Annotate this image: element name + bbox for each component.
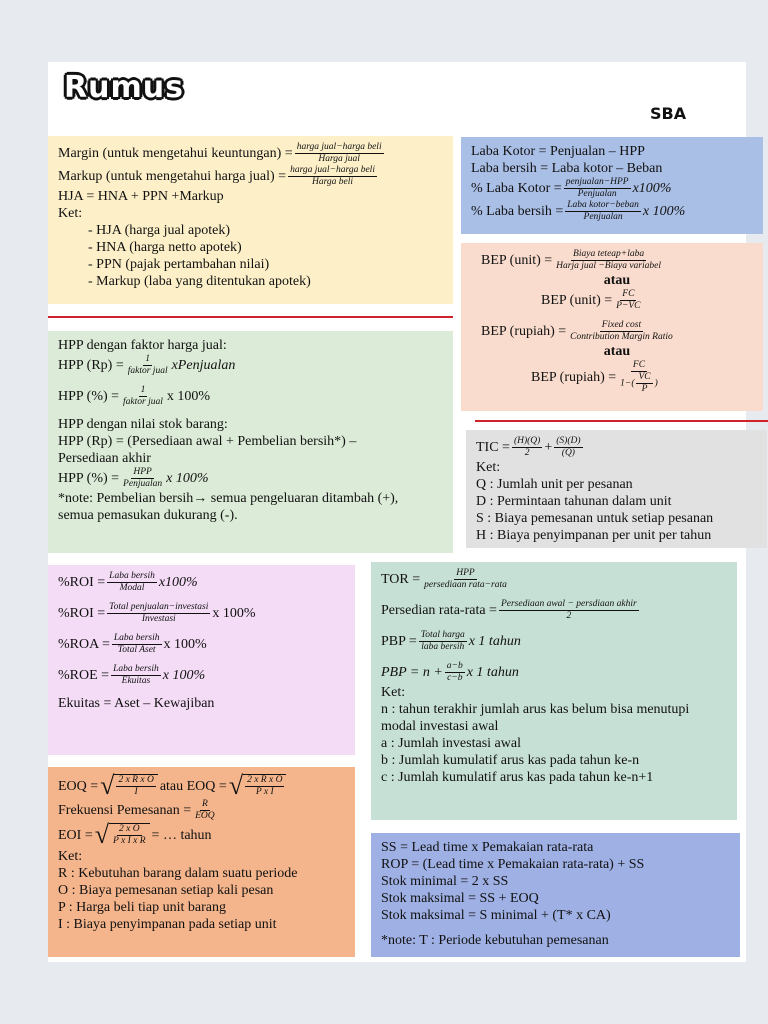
roi-formula-2	[58, 602, 345, 625]
bep-rupiah-label: BEP (rupiah) =	[481, 324, 567, 339]
roa-tail: x 100%	[163, 637, 207, 652]
hpp-heading-1: HPP dengan faktor harga jual:	[58, 338, 227, 353]
laba-kotor-tail: x100%	[632, 181, 672, 196]
margin-label: Margin (untuk mengetahui keuntungan) =	[58, 146, 293, 161]
roa-formula	[58, 633, 345, 656]
pbp-numerator-2: a−b	[446, 661, 463, 671]
sqrt-icon: √	[228, 771, 244, 800]
roe-label: %ROE =	[58, 668, 110, 683]
bep-box	[461, 243, 763, 411]
tic-plus: +	[544, 440, 553, 455]
eoq-denominator-1: I	[134, 787, 138, 797]
pbp-denominator-2: c−b	[447, 673, 463, 683]
eoi-tail: = … tahun	[151, 827, 212, 843]
frekuensi-formula	[58, 799, 345, 822]
bep-unit-denominator: Harja jual −Biaya variabel	[556, 261, 661, 271]
hpp-percent-tail: x 100%	[166, 389, 211, 404]
roa-fraction	[112, 633, 162, 656]
eoi-denominator: P x I x R	[113, 836, 146, 846]
tic-a-denominator: 2	[524, 448, 530, 458]
margin-ket-list	[58, 222, 443, 290]
eoq-box	[48, 767, 355, 957]
hpp-percent-formula-2	[58, 467, 443, 490]
page-title: Rumus	[64, 70, 184, 105]
laba-bersih-fraction	[565, 200, 641, 223]
hpp-box	[48, 331, 453, 553]
stok-maksimal-line-2: Stok maksimal = S minimal + (T* x CA)	[381, 908, 611, 923]
bep-unit-numerator: Biaya teteap+laba	[573, 249, 645, 259]
hpp-rp-fraction	[126, 354, 170, 377]
eoi-fraction	[111, 824, 148, 847]
list-item: H : Biaya penyimpanan per unit per tahun	[476, 528, 712, 543]
laba-bersih-line: Laba bersih = Laba kotor – Beban	[471, 161, 663, 176]
roi-denominator-1: Modal	[119, 583, 145, 593]
roi-numerator-2: Total penjualan−investasi	[109, 602, 209, 612]
laba-bersih-percent-label: % Laba bersih =	[471, 204, 564, 219]
eoq-denominator-2: P x I	[255, 787, 274, 797]
bep-atau-2: atau	[603, 344, 631, 359]
markup-denominator: Harga beli	[311, 177, 354, 187]
roi-denominator-2: Investasi	[141, 614, 176, 624]
list-item: P : Harga beli tiap unit barang	[58, 900, 226, 915]
hpp-percent-tail-2: x 100%	[166, 471, 209, 486]
list-item: Q : Jumlah unit per pesanan	[476, 477, 633, 492]
tor-ket: Ket:	[381, 685, 406, 700]
tic-fraction-a	[512, 436, 542, 459]
pbp-tail-1: x 1 tahun	[468, 634, 521, 649]
tor-fraction	[422, 568, 509, 591]
roe-tail: x 100%	[162, 668, 206, 683]
hpp-percent-fraction	[121, 385, 165, 408]
tic-ket: Ket:	[476, 460, 501, 475]
sqrt-icon: √	[94, 820, 110, 849]
hpp-heading-2: HPP dengan nilai stok barang:	[58, 417, 228, 432]
roi-box	[48, 565, 355, 755]
tor-pbp-box	[371, 562, 737, 820]
roi-label-2: %ROI =	[58, 606, 106, 621]
markup-formula	[58, 165, 443, 188]
bep-unit-numerator-2: FC	[622, 289, 635, 299]
persediaan-numerator: Persediaan awal − persdiaan akhir	[500, 599, 637, 609]
bep-unit-formula-2	[481, 289, 753, 312]
p-denominator: P	[641, 384, 648, 394]
bep-unit-fraction-2	[614, 289, 642, 312]
hpp-percent-denominator-2: Penjualan	[123, 479, 163, 489]
pbp-formula-2	[381, 661, 727, 684]
bep-rupiah-formula-1	[481, 320, 753, 343]
bep-rupiah-denominator-2	[618, 372, 660, 395]
persediaan-denominator: 2	[566, 611, 572, 621]
list-item: a : Jumlah investasi awal	[381, 736, 521, 751]
list-item: S : Biaya pemesanan untuk setiap pesanan	[476, 511, 714, 526]
tic-b-numerator: (S)(D)	[556, 436, 581, 446]
roi-formula-1	[58, 571, 345, 594]
persediaan-label: Persedian rata-rata =	[381, 603, 497, 618]
markup-numerator: harga jual−harga beli	[290, 165, 375, 175]
pbp-tail-2: x 1 tahun	[466, 665, 519, 680]
hpp-rp-tail: xPenjualan	[171, 358, 236, 373]
pbp-fraction-1	[419, 630, 467, 653]
tic-b-denominator: (Q)	[561, 448, 575, 458]
laba-kotor-denominator: Penjualan	[577, 189, 617, 199]
eoi-label: EOI =	[58, 827, 93, 843]
hpp-note-1: *note: Pembelian bersih→ semua pengeluaran ditambah (+),	[58, 491, 399, 506]
roi-fraction-2	[107, 602, 210, 625]
eoq-ket: Ket:	[58, 849, 83, 864]
eoq-sqrt-2	[229, 773, 287, 799]
laba-kotor-numerator: penjualan−HPP	[565, 177, 629, 187]
list-item: I : Biaya penyimpanan pada setiap unit	[58, 917, 277, 932]
roe-formula	[58, 664, 345, 687]
hpp-percent-label: HPP (%) =	[58, 389, 120, 404]
list-item: c : Jumlah kumulatif arus kas pada tahun ke-n+1	[381, 770, 654, 785]
eoq-fraction-2	[245, 775, 284, 798]
hpp-rp-numerator: 1	[145, 354, 151, 364]
bep-unit-denominator-2: P−VC	[616, 301, 641, 311]
vc-p-fraction	[636, 372, 652, 395]
tic-label: TIC =	[476, 440, 510, 455]
bep-unit-label: BEP (unit) =	[481, 253, 553, 268]
eoq-atau: atau EOQ =	[159, 778, 227, 794]
list-item: b : Jumlah kumulatif arus kas pada tahun ke-n	[381, 753, 640, 768]
persediaan-formula	[381, 599, 727, 622]
tic-box	[466, 430, 767, 548]
laba-kotor-percent	[471, 177, 753, 200]
roi-tail-1: x100%	[158, 575, 198, 590]
list-item: - HNA (harga netto apotek)	[88, 239, 443, 256]
hpp-percent-numerator: 1	[140, 385, 146, 395]
list-item: - PPN (pajak pertambahan nilai)	[88, 256, 443, 273]
hpp-stok-line-1: HPP (Rp) = (Persediaan awal + Pembelian bersih*) –	[58, 434, 357, 449]
frekuensi-label: Frekuensi Pemesanan =	[58, 803, 192, 818]
margin-ket: Ket:	[58, 206, 83, 221]
eoi-sqrt	[95, 822, 150, 848]
tor-label: TOR =	[381, 572, 421, 587]
hja-formula: HJA = HNA + PPN +Markup	[58, 189, 224, 204]
rop-line: ROP = (Lead time x Pemakaian rata-rata) + SS	[381, 857, 645, 872]
tor-numerator: HPP	[456, 568, 475, 578]
eoi-numerator: 2 x O	[118, 824, 140, 834]
list-item: - Markup (laba yang ditentukan apotek)	[88, 273, 443, 290]
pbp-numerator-1: Total harga	[420, 630, 465, 640]
ss-note: *note: T : Periode kebutuhan pemesanan	[381, 933, 609, 948]
bep-rupiah-formula-2	[481, 360, 753, 395]
hpp-percent-denominator: faktor jual	[123, 397, 163, 407]
sba-badge: SBA	[650, 104, 687, 123]
stok-minimal-line: Stok minimal = 2 x SS	[381, 874, 509, 889]
tic-formula	[476, 436, 757, 459]
hpp-note-2: semua pemasukan dukurang (-).	[58, 508, 238, 523]
bep-atau-1: atau	[603, 273, 631, 288]
bep-rupiah-denominator: Contribution Margin Ratio	[570, 332, 673, 342]
hpp-stok-line-2: Persediaan akhir	[58, 451, 151, 466]
margin-numerator: harga jual−harga beli	[296, 142, 382, 152]
roi-numerator-1: Laba bersih	[109, 571, 155, 581]
roa-denominator: Total Aset	[117, 645, 156, 655]
pbp-label-2: PBP = n +	[381, 665, 443, 680]
vc-numerator: VC	[638, 372, 651, 382]
hpp-rp-formula	[58, 354, 443, 377]
hpp-percent-numerator-2: HPP	[133, 467, 152, 477]
eoi-formula	[58, 822, 345, 848]
tor-denominator: persediaan rata−rata	[424, 580, 507, 590]
list-item: - HJA (harga jual apotek)	[88, 222, 443, 239]
pbp-denominator-1: laba bersih	[421, 642, 465, 652]
stok-maksimal-line-1: Stok maksimal = SS + EOQ	[381, 891, 539, 906]
roi-tail-2: x 100%	[212, 606, 256, 621]
roe-denominator: Ekuitas	[121, 676, 151, 686]
eoq-sqrt-1	[100, 773, 158, 799]
hpp-rp-denominator: faktor jual	[127, 366, 168, 376]
bep-den-prefix: 1−(	[620, 378, 635, 389]
bep-unit-label-2: BEP (unit) =	[541, 293, 613, 308]
bep-rupiah-numerator-2: FC	[632, 360, 646, 370]
bep-rupiah-label-2: BEP (rupiah) =	[531, 370, 617, 385]
bep-unit-fraction	[554, 249, 663, 272]
roe-numerator: Laba bersih	[113, 664, 159, 674]
roa-numerator: Laba bersih	[113, 633, 160, 643]
roi-label-1: %ROI =	[58, 575, 106, 590]
hpp-rp-label: HPP (Rp) =	[58, 358, 124, 373]
sqrt-icon: √	[100, 771, 115, 800]
bep-rupiah-fraction-2	[618, 360, 660, 395]
eoq-label: EOQ =	[58, 778, 99, 794]
red-divider-right	[475, 420, 768, 422]
frekuensi-denominator: EOQ	[195, 811, 215, 821]
margin-fraction	[295, 142, 384, 165]
tic-fraction-b	[554, 436, 582, 459]
margin-formula	[58, 142, 443, 165]
laba-bersih-tail: x 100%	[642, 204, 686, 219]
list-item: modal investasi awal	[381, 719, 499, 734]
ekuitas-line: Ekuitas = Aset – Kewajiban	[58, 696, 215, 711]
eoq-formula	[58, 773, 345, 799]
laba-kotor-percent-label: % Laba Kotor =	[471, 181, 562, 196]
eoq-numerator-1: 2 x R x O	[118, 775, 154, 785]
eoq-fraction-1	[116, 775, 155, 798]
hpp-percent-fraction-2	[121, 467, 164, 490]
roi-fraction-1	[107, 571, 157, 594]
markup-label: Markup (untuk mengetahui harga jual) =	[58, 169, 287, 184]
roe-fraction	[111, 664, 161, 687]
list-item: R : Kebutuhan barang dalam suatu periode	[58, 866, 298, 881]
list-item: D : Permintaan tahunan dalam unit	[476, 494, 672, 509]
markup-fraction	[288, 165, 377, 188]
hpp-percent-formula	[58, 385, 443, 408]
bep-rupiah-numerator: Fixed cost	[601, 320, 642, 330]
bep-rupiah-fraction	[568, 320, 675, 343]
margin-denominator: Harga jual	[318, 154, 360, 164]
tor-formula	[381, 568, 727, 591]
hpp-percent-label-2: HPP (%) =	[58, 471, 120, 486]
laba-bersih-denominator: Penjualan	[583, 212, 623, 222]
persediaan-fraction	[499, 599, 639, 622]
pbp-label-1: PBP =	[381, 634, 417, 649]
list-item: O : Biaya pemesanan setiap kali pesan	[58, 883, 274, 898]
pbp-fraction-2	[445, 661, 465, 684]
laba-kotor-line: Laba Kotor = Penjualan – HPP	[471, 144, 645, 159]
tic-a-numerator: (H)(Q)	[513, 436, 541, 446]
ss-rop-box	[371, 833, 740, 957]
list-item: n : tahun terakhir jumlah arus kas belum bisa menutupi	[381, 702, 690, 717]
laba-bersih-numerator: Laba kotor−beban	[567, 200, 639, 210]
bep-den-suffix: )	[654, 378, 658, 389]
pbp-formula-1	[381, 630, 727, 653]
laba-bersih-percent	[471, 200, 753, 223]
roa-label: %ROA =	[58, 637, 110, 652]
red-divider-left	[48, 316, 453, 318]
frekuensi-numerator: R	[201, 799, 208, 809]
margin-markup-box	[48, 136, 453, 304]
frekuensi-fraction	[193, 799, 217, 822]
ss-line: SS = Lead time x Pemakaian rata-rata	[381, 840, 594, 855]
laba-kotor-fraction	[564, 177, 631, 200]
bep-unit-formula-1	[481, 249, 753, 272]
eoq-numerator-2: 2 x R x O	[247, 775, 283, 785]
laba-box	[461, 137, 763, 234]
